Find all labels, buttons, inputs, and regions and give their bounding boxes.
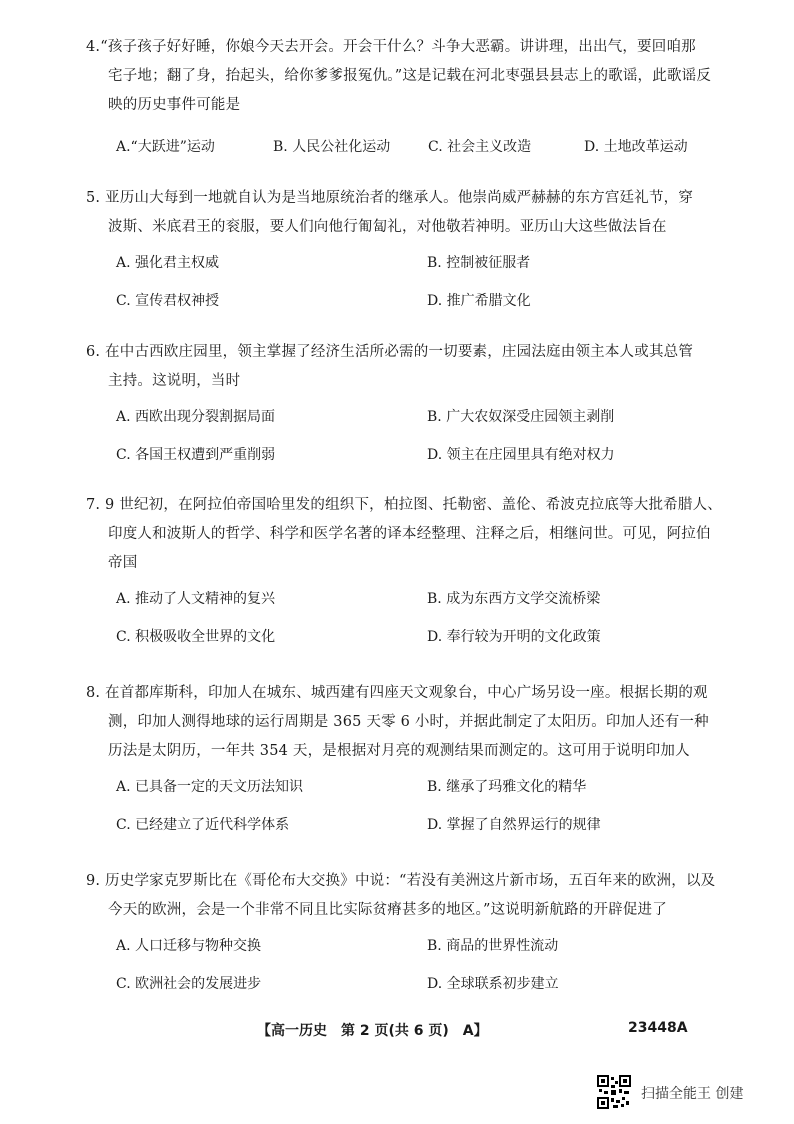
scanner-watermark-text: 扫描全能王 创建 [641, 1086, 744, 1102]
question-7-line-3: 帝国 [108, 555, 138, 571]
scanner-watermark [597, 1073, 787, 1113]
question-6-line-1: 6. 在中古西欧庄园里，领主掌握了经济生活所必需的一切要素，庄园法庭由领主本人或其总管 [86, 344, 694, 360]
question-9 [86, 867, 746, 999]
question-7-line-1: 7. 9 世纪初，在阿拉伯帝国哈里发的组织下，柏拉图、托勒密、盖伦、希波克拉底等大批希腊人、 [86, 497, 722, 513]
option-a: A. 西欧出现分裂割据局面 [116, 409, 276, 425]
question-6-line-2: 主持。这说明，当时 [108, 373, 241, 389]
question-9-options-row-2 [86, 969, 746, 999]
question-7-options-row-1 [86, 584, 746, 614]
question-5 [86, 184, 746, 316]
option-c: C. 社会主义改造 [428, 139, 532, 155]
option-b: B. 控制被征服者 [427, 255, 531, 271]
footer-paper-code: 23448A [628, 1020, 688, 1036]
question-8 [86, 679, 746, 840]
option-b: B. 继承了玛雅文化的精华 [427, 779, 587, 795]
question-9-line-1: 9. 历史学家克罗斯比在《哥伦布大交换》中说：“若没有美洲这片新市场，五百年来的欧洲，以及 [86, 873, 716, 889]
question-4-line-1: 4.“孩子孩子好好睡，你娘今天去开会。开会干什么？斗争大恶霸。讲讲理，出出气，要回咱那 [86, 39, 696, 55]
question-8-options-row-2 [86, 810, 746, 840]
option-d: D. 奉行较为开明的文化政策 [427, 629, 601, 645]
option-d: D. 领主在庄园里具有绝对权力 [427, 447, 615, 463]
option-c: C. 欧洲社会的发展进步 [116, 976, 262, 992]
question-5-options-row-2 [86, 286, 746, 316]
question-9-options-row-1 [86, 931, 746, 961]
question-4-line-3: 映的历史事件可能是 [108, 97, 241, 113]
option-a: A.“大跃进”运动 [116, 139, 215, 155]
question-4 [86, 33, 746, 162]
question-8-options-row-1 [86, 772, 746, 802]
question-7-options-row-2 [86, 622, 746, 652]
question-5-line-1: 5. 亚历山大每到一地就自认为是当地原统治者的继承人。他崇尚威严赫赫的东方宫廷礼节，穿 [86, 190, 694, 206]
option-b: B. 广大农奴深受庄园领主剥削 [427, 409, 615, 425]
option-d: D. 土地改革运动 [584, 139, 688, 155]
option-b: B. 人民公社化运动 [273, 139, 391, 155]
option-b: B. 商品的世界性流动 [427, 938, 559, 954]
question-6-options-row-2 [86, 440, 746, 470]
option-a: A. 人口迁移与物种交换 [116, 938, 262, 954]
question-7 [86, 491, 746, 652]
option-a: A. 已具备一定的天文历法知识 [116, 779, 304, 795]
question-4-line-2: 宅子地；翻了身，抬起头，给你爹爹报冤仇。”这是记载在河北枣强县县志上的歌谣，此歌谣反 [108, 68, 712, 84]
question-5-options-row-1 [86, 248, 746, 278]
question-7-line-2: 印度人和波斯人的哲学、科学和医学名著的译本经整理、注释之后，相继问世。可见，阿拉伯 [108, 526, 711, 542]
option-c: C. 宣传君权神授 [116, 293, 220, 309]
question-6 [86, 338, 746, 470]
option-c: C. 各国王权遭到严重削弱 [116, 447, 276, 463]
question-9-line-2: 今天的欧洲，会是一个非常不同且比实际贫瘠甚多的地区。”这说明新航路的开辟促进了 [108, 902, 667, 918]
question-8-line-2: 测，印加人测得地球的运行周期是 365 天零 6 小时，并据此制定了太阳历。印加人还有一种 [108, 714, 709, 730]
footer-page-label: 【高一历史 第 2 页(共 6 页) A】 [257, 1023, 488, 1039]
option-a: A. 推动了人文精神的复兴 [116, 591, 276, 607]
page-footer [0, 1020, 794, 1048]
option-b: B. 成为东西方文学交流桥梁 [427, 591, 601, 607]
option-c: C. 已经建立了近代科学体系 [116, 817, 290, 833]
question-4-options [86, 132, 746, 162]
option-d: D. 全球联系初步建立 [427, 976, 559, 992]
qr-code-icon [597, 1075, 631, 1109]
question-6-options-row-1 [86, 402, 746, 432]
option-d: D. 掌握了自然界运行的规律 [427, 817, 601, 833]
question-5-line-2: 波斯、米底君王的衮服，要人们向他行匍匐礼，对他敬若神明。亚历山大这些做法旨在 [108, 219, 667, 235]
option-c: C. 积极吸收全世界的文化 [116, 629, 276, 645]
option-a: A. 强化君主权威 [116, 255, 220, 271]
option-d: D. 推广希腊文化 [427, 293, 531, 309]
question-8-line-1: 8. 在首都库斯科，印加人在城东、城西建有四座天文观象台，中心广场另设一座。根据长期的观 [86, 685, 708, 701]
question-8-line-3: 历法是太阴历，一年共 354 天，是根据对月亮的观测结果而测定的。这可用于说明印加人 [108, 743, 690, 759]
